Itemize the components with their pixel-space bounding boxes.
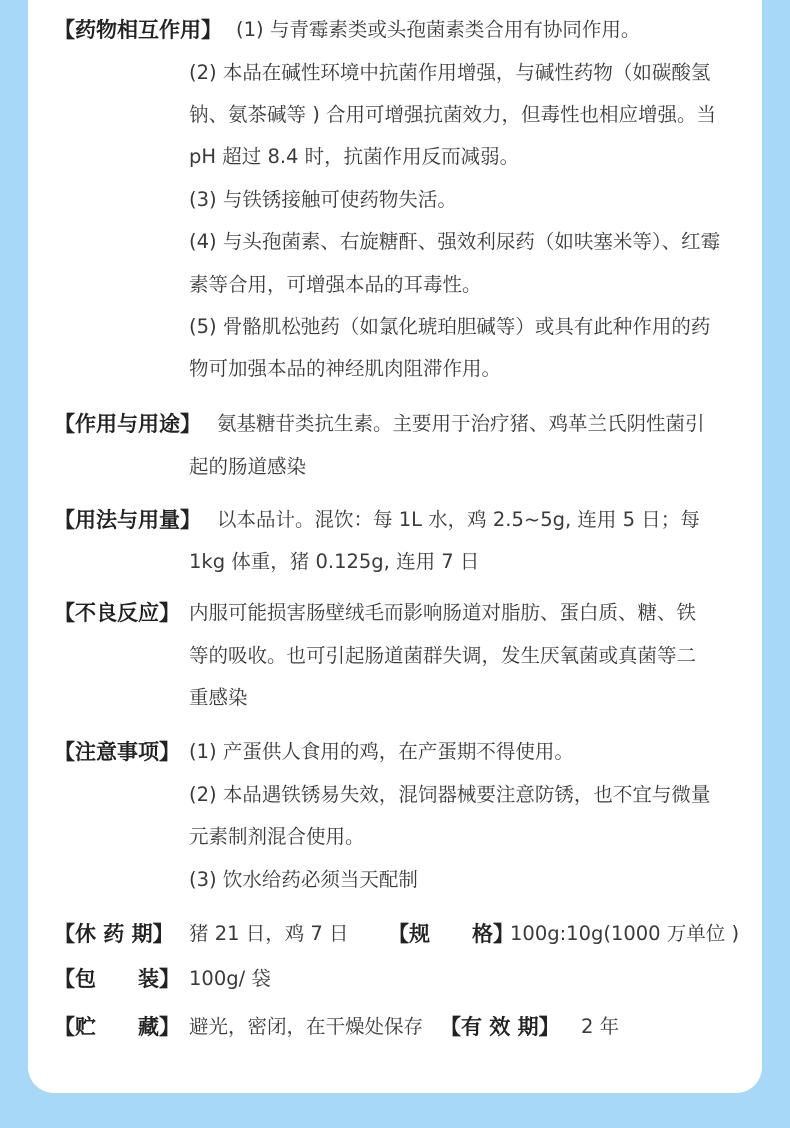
spec-value: 100g:10g(1000 万单位 ) — [510, 922, 740, 945]
spec-label: 【规 格】 — [388, 922, 514, 946]
interaction-line-4: pH 超过 8.4 时，抗菌作用反而减弱。 — [189, 145, 520, 168]
usage-line-1: 氨基糖苷类抗生素。主要用于治疗猪、鸡革兰氏阴性菌引 — [217, 412, 705, 435]
notes-line-2: (2) 本品遇铁锈易失效，混饲器械要注意防锈，也不宜与微量 — [189, 783, 711, 806]
usage-label: 【作用与用途】 — [54, 412, 201, 436]
interaction-line-5: (3) 与铁锈接触可使药物失活。 — [189, 188, 457, 211]
dosage-line-1: 以本品计。混饮：每 1L 水，鸡 2.5~5g, 连用 5 日；每 — [217, 508, 700, 531]
interaction-line-2: (2) 本品在碱性环境中抗菌作用增强，与碱性药物（如碳酸氢 — [189, 61, 711, 84]
storage-label: 【贮 藏】 — [54, 1015, 180, 1039]
adverse-line-2: 等的吸收。也可引起肠道菌群失调，发生厌氧菌或真菌等二 — [189, 644, 697, 667]
adverse-label: 【不良反应】 — [54, 601, 180, 625]
dosage-line-2: 1kg 体重，猪 0.125g, 连用 7 日 — [189, 550, 480, 573]
validity-value: 2 年 — [581, 1015, 620, 1038]
interaction-line-6: (4) 与头孢菌素、右旋糖酐、强效利尿药（如呋塞米等）、红霉 — [189, 230, 721, 253]
interaction-line-9: 物可加强本品的神经肌肉阻滞作用。 — [189, 357, 502, 380]
interaction-line-7: 素等合用，可增强本品的耳毒性。 — [189, 273, 482, 296]
interaction-line-1: (1) 与青霉素类或头孢菌素类合用有协同作用。 — [236, 18, 641, 41]
interaction-line-8: (5) 骨骼肌松弛药（如氯化琥珀胆碱等）或具有此种作用的药 — [189, 315, 711, 338]
notes-line-3: 元素制剂混合使用。 — [189, 825, 365, 848]
withdrawal-label: 【休 药 期】 — [54, 922, 174, 946]
usage-line-2: 起的肠道感染 — [189, 455, 307, 478]
adverse-line-1: 内服可能损害肠壁绒毛而影响肠道对脂肪、蛋白质、糖、铁 — [189, 601, 697, 624]
package-value: 100g/ 袋 — [189, 967, 271, 990]
adverse-line-3: 重感染 — [189, 686, 248, 709]
notes-line-4: (3) 饮水给药必须当天配制 — [189, 868, 418, 891]
notes-label: 【注意事项】 — [54, 740, 180, 764]
storage-value: 避光，密闭，在干燥处保存 — [189, 1015, 424, 1038]
validity-label: 【有 效 期】 — [440, 1015, 560, 1039]
notes-line-1: (1) 产蛋供人食用的鸡，在产蛋期不得使用。 — [189, 740, 574, 763]
interaction-label: 【药物相互作用】 — [54, 18, 222, 42]
dosage-label: 【用法与用量】 — [54, 508, 201, 532]
package-label: 【包 装】 — [54, 967, 180, 991]
interaction-line-3: 钠、氨茶碱等 ) 合用可增强抗菌效力，但毒性也相应增强。当 — [189, 103, 717, 126]
withdrawal-value: 猪 21 日，鸡 7 日 — [189, 922, 349, 945]
